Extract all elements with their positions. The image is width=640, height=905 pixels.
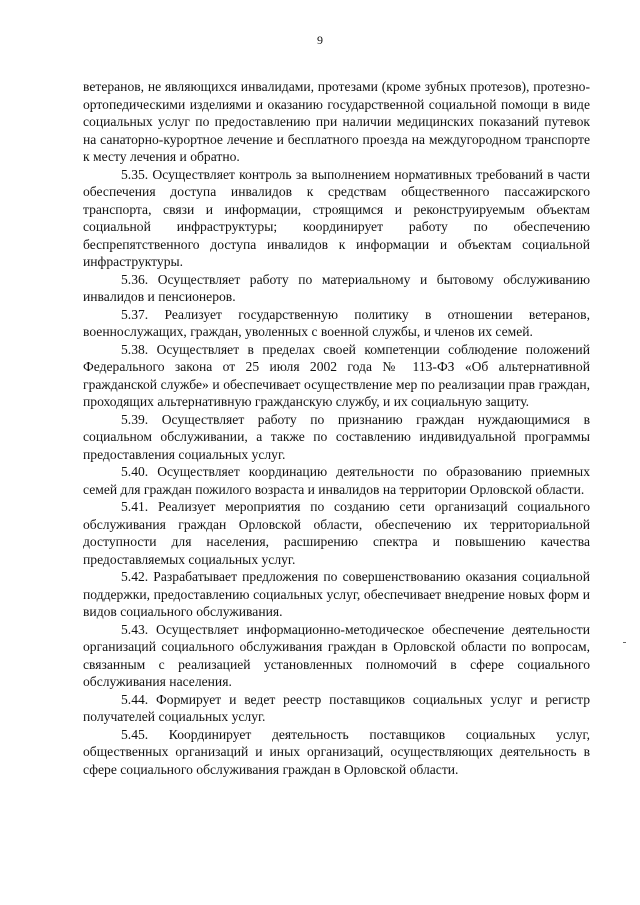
paragraph-5-44: 5.44. Формирует и ведет реестр поставщиков социальных услуг и регистр получателей социальных услуг. bbox=[83, 691, 590, 724]
scan-mark bbox=[623, 642, 626, 643]
page-number: 9 bbox=[317, 33, 323, 47]
document-body bbox=[83, 78, 590, 778]
paragraph-5-38: 5.38. Осуществляет в пределах своей компетенции соблюдение положений Федерального закона от 25 июля 2002 года № 113-ФЗ «Об альтернативной гражданской службе» и обеспечивает осуществление мер по реализации прав граждан, проходящих альтернативную гражданскую службу, и их социальную защиту. bbox=[83, 341, 590, 409]
paragraph-5-36: 5.36. Осуществляет работу по материальному и бытовому обслуживанию инвалидов и пенсионеров. bbox=[83, 271, 590, 304]
paragraph-5-35: 5.35. Осуществляет контроль за выполнением нормативных требований в части обеспечения доступа инвалидов к средствам общественного пассажирского транспорта, связи и информации, строящимся и реконструируемым объектам социальной инфраструктуры; координирует работу по обеспечению беспрепятственного доступа инвалидов к информации и объектам социальной инфраструктуры. bbox=[83, 166, 590, 269]
paragraph-continuation: ветеранов, не являющихся инвалидами, протезами (кроме зубных протезов), протезно-ортопедическими изделиями и оказанию государственной социальной помощи в виде социальных услуг по предоставлению при наличии медицинских показаний путевок на санаторно-курортное лечение и бесплатного проезда на междугородном транспорте к месту лечения и обратно. bbox=[83, 79, 590, 164]
paragraph-5-41: 5.41. Реализует мероприятия по созданию сети организаций социального обслуживания граждан Орловской области, обеспечению их территориальной доступности для населения, расширению спектра и повышению качества предоставляемых социальных услуг. bbox=[83, 499, 590, 567]
paragraph-5-37: 5.37. Реализует государственную политику в отношении ветеранов, военнослужащих, граждан, уволенных с военной службы, и членов их семей. bbox=[83, 306, 590, 339]
paragraph-5-42: 5.42. Разрабатывает предложения по совершенствованию оказания социальной поддержки, предоставлению социальных услуг, обеспечивает внедрение новых форм и видов социального обслуживания. bbox=[83, 569, 590, 619]
paragraph-5-39: 5.39. Осуществляет работу по признанию граждан нуждающимися в социальном обслуживании, а также по составлению индивидуальной программы предоставления социальных услуг. bbox=[83, 411, 590, 462]
paragraph-5-45: 5.45. Координирует деятельность поставщиков социальных услуг, общественных организаций и иных организаций, осуществляющих деятельность в сфере социального обслуживания граждан в Орловской области. bbox=[83, 726, 590, 777]
paragraph-5-40: 5.40. Осуществляет координацию деятельности по образованию приемных семей для граждан пожилого возраста и инвалидов на территории Орловской области. bbox=[83, 464, 590, 497]
paragraph-5-43: 5.43. Осуществляет информационно-методическое обеспечение деятельности организаций социального обслуживания граждан в Орловской области по вопросам, связанным с реализацией установленных полномочий в сфере социального обслуживания населения. bbox=[83, 621, 590, 689]
